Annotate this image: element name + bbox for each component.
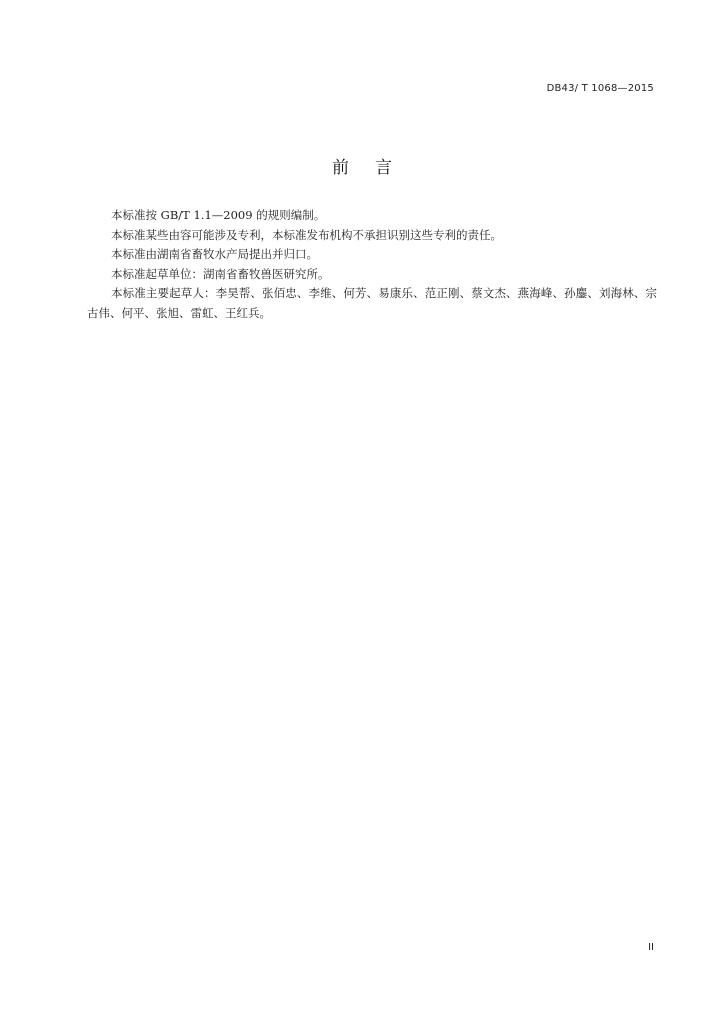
paragraph-proposer: 本标准由湖南省畜牧水产局提出并归口。 [111,247,318,261]
paragraph-drafting-rules: 本标准按 GB/T 1.1—2009 的规则编制。 [111,208,326,222]
foreword-body [87,206,657,323]
paragraph-drafting-unit: 本标准起草单位：湖南省畜牧兽医研究所。 [111,266,330,281]
paragraph-patent-notice: 本标准某些由容可能涉及专利，本标准发布机构不承担识别这些专利的责任。 [111,227,502,242]
page-number: II [648,942,654,953]
page-title: 前言 [332,158,418,178]
document-standard-number: DB43/ T 1068—2015 [546,83,654,94]
paragraph-drafters: 本标准主要起草人：李昊帮、张佰忠、李维、何芳、易康乐、范正刚、蔡文杰、燕海峰、孙鏖、刘海林、宗古伟、何平、张旭、雷虹、王红兵。 [87,286,657,320]
